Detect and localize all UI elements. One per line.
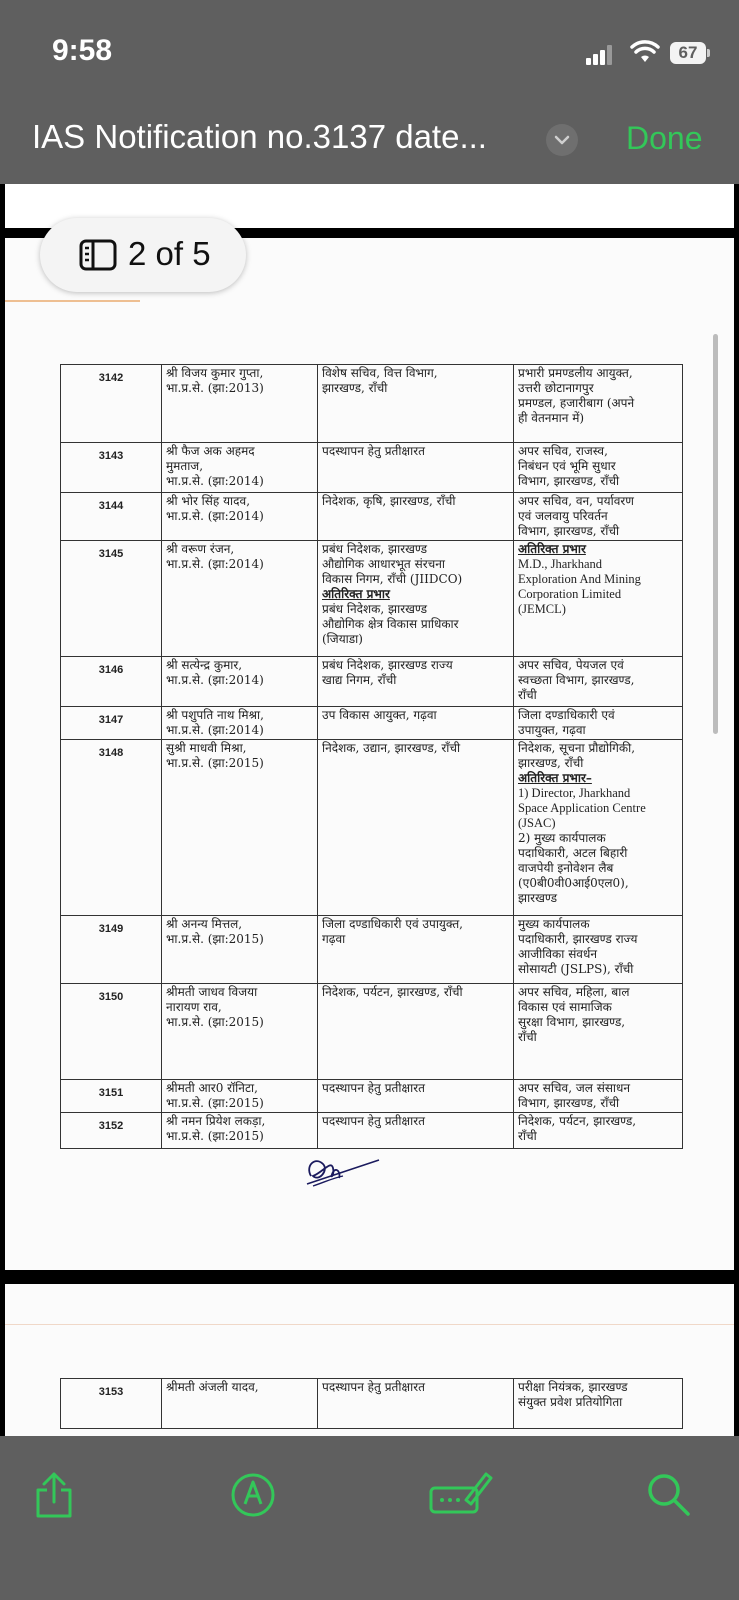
table-row — [61, 1379, 683, 1429]
current-post — [318, 1080, 514, 1113]
current-post — [318, 1113, 514, 1149]
officer-name — [162, 1080, 318, 1113]
new-post-line: परीक्षा नियंत्रक, झारखण्ड — [518, 1380, 628, 1394]
serial-number: 3148 — [61, 740, 162, 916]
cell-line: श्री नमन प्रियेश लकड़ा, — [166, 1114, 266, 1128]
cell-line: भा.प्र.से. (झा:2014) — [166, 474, 264, 488]
document-title[interactable]: IAS Notification no.3137 date... — [32, 118, 487, 155]
current-post — [318, 493, 514, 541]
new-post — [514, 443, 683, 493]
cell-line: सुश्री माधवी मिश्रा, — [166, 741, 247, 755]
cell-line: विशेष सचिव, वित्त विभाग, — [322, 366, 438, 380]
cell-line: गढ़वा — [322, 932, 346, 946]
cell-line: विभाग, झारखण्ड, राँची — [518, 524, 620, 538]
cell-line: श्रीमती आर0 रॉनिटा, — [166, 1081, 258, 1095]
cell-line: नारायण राव, — [166, 1000, 222, 1014]
current-post: पदस्थापन हेतु प्रतीक्षारत — [318, 1379, 514, 1429]
cell-line: जिला दण्डाधिकारी एवं उपायुक्त, — [322, 917, 463, 931]
cell-line: उपायुक्त, गढ़वा — [518, 723, 586, 737]
cell-line: विकास निगम, राँची (JIIDCO) — [322, 572, 463, 586]
cell-line: राँची — [518, 688, 537, 702]
cellular-signal-icon — [586, 45, 612, 65]
officer-name — [162, 541, 318, 657]
cell-line: पदाधिकारी, अटल बिहारी — [518, 846, 628, 860]
next-page-table — [60, 1378, 683, 1429]
cell-line: निबंधन एवं भूमि सुधार — [518, 459, 616, 473]
officer-name — [162, 740, 318, 916]
new-post — [514, 1379, 683, 1429]
additional-charge-label: अतिरिक्त प्रभार — [322, 587, 390, 601]
serial-number: 3144 — [61, 493, 162, 541]
additional-charge-label: अतिरिक्त प्रभार — [518, 542, 586, 556]
cell-line: Corporation Limited — [518, 587, 622, 601]
cell-line: निदेशक, पर्यटन, झारखण्ड, — [518, 1114, 637, 1128]
serial-number: 3145 — [61, 541, 162, 657]
transfer-table — [60, 364, 683, 1149]
cell-line: श्री विजय कुमार गुप्ता, — [166, 366, 264, 380]
cell-line: भा.प्र.से. (झा:2014) — [166, 557, 264, 571]
serial-number: 3152 — [61, 1113, 162, 1149]
cell-line: प्रबंध निदेशक, झारखण्ड — [322, 602, 428, 616]
cell-line: विभाग, झारखण्ड, राँची — [518, 1096, 620, 1110]
cell-line: भा.प्र.से. (झा:2015) — [166, 1015, 264, 1029]
serial-number: 3146 — [61, 657, 162, 707]
cell-line: उत्तरी छोटानागपुर — [518, 381, 594, 395]
signature-mark — [303, 1146, 383, 1190]
new-post — [514, 365, 683, 443]
cell-line: M.D., Jharkhand — [518, 557, 603, 571]
serial-number: 3150 — [61, 984, 162, 1080]
bottom-toolbar — [0, 1436, 739, 1600]
cell-line: पदस्थापन हेतु प्रतीक्षारत — [322, 1081, 425, 1095]
current-post — [318, 916, 514, 984]
table-row — [61, 365, 683, 443]
officer-name — [162, 493, 318, 541]
table-row — [61, 657, 683, 707]
officer-name — [162, 707, 318, 740]
officer-name — [162, 443, 318, 493]
cell-line: अपर सचिव, राजस्व, — [518, 444, 608, 458]
current-post — [318, 984, 514, 1080]
scan-mark — [5, 300, 140, 302]
table-row — [61, 707, 683, 740]
cell-line: श्री फैज अक अहमद — [166, 444, 255, 458]
sidebar-icon — [79, 239, 117, 271]
officer-name — [162, 1113, 318, 1149]
cell-line: सोसायटी (JSLPS), राँची — [518, 962, 634, 976]
new-post — [514, 916, 683, 984]
cell-line: निदेशक, उद्यान, झारखण्ड, राँची — [322, 741, 461, 755]
scrollbar[interactable] — [713, 334, 718, 734]
share-icon[interactable] — [34, 1470, 74, 1520]
cell-line: सुरक्षा विभाग, झारखण्ड, — [518, 1015, 626, 1029]
page-indicator-label: 2 of 5 — [128, 235, 211, 272]
new-post-line: संयुक्त प्रवेश प्रतियोगिता — [518, 1395, 623, 1409]
cell-line: (ए0बी0वी0आई0एल0), — [518, 876, 629, 890]
cell-line: अपर सचिव, वन, पर्यावरण — [518, 494, 634, 508]
officer-name — [162, 916, 318, 984]
cell-line: खाद्य निगम, राँची — [322, 673, 397, 687]
cell-line: औद्योगिक आधारभूत संरचना — [322, 557, 445, 571]
table-row — [61, 493, 683, 541]
additional-charge-label: अतिरिक्त प्रभार– — [518, 771, 592, 785]
chevron-down-icon — [554, 134, 570, 146]
cell-line: आजीविका संवर्धन — [518, 947, 598, 961]
cell-line: निदेशक, कृषि, झारखण्ड, राँची — [322, 494, 456, 508]
cell-line: श्री वरूण रंजन, — [166, 542, 235, 556]
cell-line: श्री पशुपति नाथ मिश्रा, — [166, 708, 264, 722]
officer-name — [162, 657, 318, 707]
cell-line: Exploration And Mining — [518, 572, 641, 586]
table-row — [61, 740, 683, 916]
table-row — [61, 541, 683, 657]
cell-line: प्रभारी प्रमण्डलीय आयुक्त, — [518, 366, 633, 380]
cell-line: 1) Director, Jharkhand — [518, 786, 631, 800]
cell-line: वाजपेयी इनोवेशन लैब — [518, 861, 614, 875]
cell-line: भा.प्र.से. (झा:2015) — [166, 756, 264, 770]
cell-line: निदेशक, पर्यटन, झारखण्ड, राँची — [322, 985, 463, 999]
cell-line: श्रीमती जाधव विजया — [166, 985, 258, 999]
cell-line: जिला दण्डाधिकारी एवं — [518, 708, 615, 722]
cell-line: श्री सत्येन्द्र कुमार, — [166, 658, 243, 672]
cell-line: उप विकास आयुक्त, गढ़वा — [322, 708, 437, 722]
cell-line: (JEMCL) — [518, 602, 566, 616]
cell-line: प्रमण्डल, हजारीबाग (अपने — [518, 396, 635, 410]
cell-line: भा.प्र.से. (झा:2014) — [166, 673, 264, 687]
serial-number: 3151 — [61, 1080, 162, 1113]
title-menu-button[interactable] — [546, 124, 578, 156]
table-row — [61, 916, 683, 984]
cell-line: अपर सचिव, महिला, बाल — [518, 985, 630, 999]
cell-line: भा.प्र.से. (झा:2015) — [166, 1096, 264, 1110]
table-row — [61, 443, 683, 493]
cell-line: मुमताज, — [166, 459, 204, 473]
cell-line: भा.प्र.से. (झा:2014) — [166, 509, 264, 523]
new-post — [514, 493, 683, 541]
cell-line: स्वच्छता विभाग, झारखण्ड, — [518, 673, 635, 687]
cell-line: भा.प्र.से. (झा:2015) — [166, 932, 264, 946]
serial-number: 3143 — [61, 443, 162, 493]
search-icon[interactable] — [646, 1472, 692, 1518]
cell-line: (जियाडा) — [322, 632, 363, 646]
current-post — [318, 541, 514, 657]
document-viewer[interactable] — [0, 184, 739, 1436]
cell-line: प्रबंध निदेशक, झारखण्ड — [322, 542, 428, 556]
signature-icon[interactable] — [428, 1468, 494, 1518]
cell-line: झारखण्ड, राँची — [518, 756, 584, 770]
current-post — [318, 740, 514, 916]
cell-line: एवं जलवायु परिवर्तन — [518, 509, 608, 523]
battery-icon: 67 — [670, 42, 706, 64]
status-time: 9:58 — [52, 34, 113, 67]
cell-line: प्रबंध निदेशक, झारखण्ड राज्य — [322, 658, 453, 672]
serial-number: 3142 — [61, 365, 162, 443]
cell-line: भा.प्र.से. (झा:2014) — [166, 723, 264, 737]
cell-line: पदाधिकारी, झारखण्ड राज्य — [518, 932, 638, 946]
new-post — [514, 740, 683, 916]
table-row — [61, 1080, 683, 1113]
cell-line: औद्योगिक क्षेत्र विकास प्राधिकार — [322, 617, 459, 631]
current-post — [318, 365, 514, 443]
document-page — [5, 238, 734, 1270]
new-post — [514, 707, 683, 740]
battery-tip — [707, 49, 710, 57]
cell-line: राँची — [518, 1030, 537, 1044]
cell-line: श्री भोर सिंह यादव, — [166, 494, 251, 508]
officer-name — [162, 984, 318, 1080]
cell-line: भा.प्र.से. (झा:2013) — [166, 381, 264, 395]
cell-line: मुख्य कार्यपालक — [518, 917, 590, 931]
cell-line: झारखण्ड, राँची — [322, 381, 388, 395]
table-row — [61, 984, 683, 1080]
new-post — [514, 984, 683, 1080]
cell-line: विभाग, झारखण्ड, राँची — [518, 474, 620, 488]
cell-line: श्री अनन्य मित्तल, — [166, 917, 243, 931]
cell-line: पदस्थापन हेतु प्रतीक्षारत — [322, 444, 425, 458]
serial-number: 3149 — [61, 916, 162, 984]
cell-line: पदस्थापन हेतु प्रतीक्षारत — [322, 1114, 425, 1128]
page-indicator[interactable] — [40, 218, 246, 292]
current-post — [318, 443, 514, 493]
new-post — [514, 1113, 683, 1149]
cell-line: अपर सचिव, जल संसाधन — [518, 1081, 631, 1095]
markup-icon[interactable] — [230, 1472, 276, 1518]
cell-line: झारखण्ड — [518, 891, 558, 905]
table-row — [61, 1113, 683, 1149]
done-button[interactable]: Done — [626, 120, 703, 156]
new-post — [514, 541, 683, 657]
cell-line: विकास एवं सामाजिक — [518, 1000, 612, 1014]
new-post — [514, 1080, 683, 1113]
cell-line: (JSAC) — [518, 816, 556, 830]
cell-line: राँची — [518, 1129, 537, 1143]
cell-line: 2) मुख्य कार्यपालक — [518, 831, 606, 845]
current-post — [318, 657, 514, 707]
cell-line: अपर सचिव, पेयजल एवं — [518, 658, 624, 672]
cell-line: निदेशक, सूचना प्रौद्योगिकी, — [518, 741, 636, 755]
new-post — [514, 657, 683, 707]
officer-name — [162, 365, 318, 443]
officer-name: श्रीमती अंजली यादव, — [162, 1379, 318, 1429]
scan-mark — [5, 1324, 734, 1325]
cell-line: भा.प्र.से. (झा:2015) — [166, 1129, 264, 1143]
wifi-icon — [630, 40, 660, 64]
cell-line: ही वेतनमान में) — [518, 411, 585, 425]
serial-number: 3147 — [61, 707, 162, 740]
next-page — [5, 1284, 734, 1436]
current-post — [318, 707, 514, 740]
cell-line: Space Application Centre — [518, 801, 646, 815]
serial-number: 3153 — [61, 1379, 162, 1429]
